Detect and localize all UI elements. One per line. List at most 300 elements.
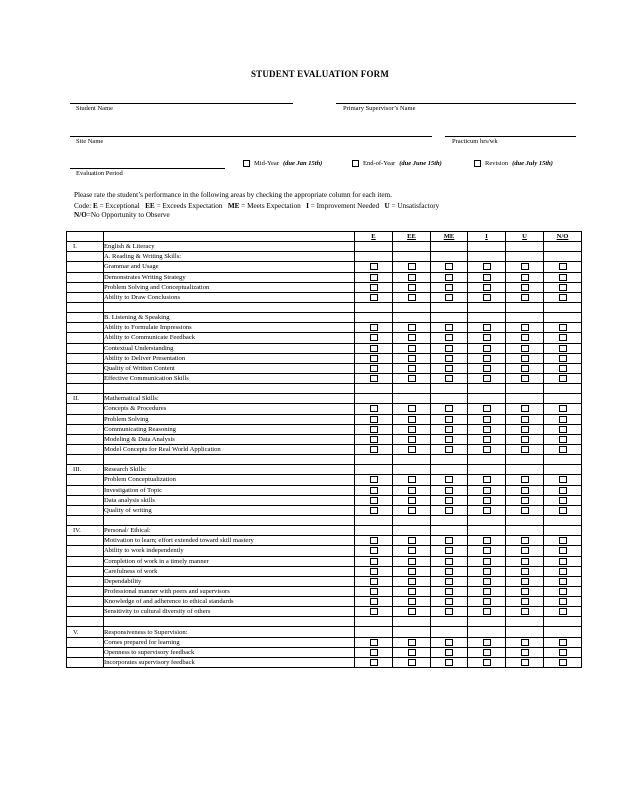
rating-cell[interactable]	[468, 485, 506, 495]
rating-checkbox-i[interactable]	[483, 324, 491, 331]
rating-checkbox-ee[interactable]	[408, 405, 416, 412]
rating-cell[interactable]	[355, 414, 393, 424]
rating-cell[interactable]	[468, 566, 506, 576]
rating-cell[interactable]	[468, 637, 506, 647]
rating-cell[interactable]	[544, 353, 582, 363]
rating-checkbox-ee[interactable]	[408, 365, 416, 372]
rating-checkbox-e[interactable]	[370, 405, 378, 412]
rating-checkbox-me[interactable]	[445, 365, 453, 372]
rating-checkbox-e[interactable]	[370, 568, 378, 575]
rating-cell[interactable]	[393, 586, 431, 596]
rating-cell[interactable]	[544, 657, 582, 667]
rating-cell[interactable]	[544, 343, 582, 353]
rating-checkbox-ee[interactable]	[408, 416, 416, 423]
rating-cell[interactable]	[431, 353, 468, 363]
rating-cell[interactable]	[468, 262, 506, 272]
rating-cell[interactable]	[431, 657, 468, 667]
rating-cell[interactable]	[544, 373, 582, 383]
rating-checkbox-no[interactable]	[559, 345, 567, 352]
rating-cell[interactable]	[355, 343, 393, 353]
rating-checkbox-ee[interactable]	[408, 507, 416, 514]
rating-checkbox-ee[interactable]	[408, 588, 416, 595]
rating-cell[interactable]	[506, 475, 544, 485]
rating-cell[interactable]	[544, 637, 582, 647]
rating-cell[interactable]	[544, 536, 582, 546]
midyear-checkbox[interactable]	[243, 160, 250, 167]
rating-cell[interactable]	[393, 272, 431, 282]
rating-checkbox-u[interactable]	[521, 284, 529, 291]
rating-cell[interactable]	[431, 485, 468, 495]
rating-checkbox-me[interactable]	[445, 507, 453, 514]
rating-checkbox-u[interactable]	[521, 405, 529, 412]
rating-checkbox-i[interactable]	[483, 294, 491, 301]
rating-checkbox-ee[interactable]	[408, 324, 416, 331]
rating-cell[interactable]	[544, 424, 582, 434]
rating-cell[interactable]	[393, 475, 431, 485]
rating-checkbox-i[interactable]	[483, 416, 491, 423]
rating-cell[interactable]	[431, 475, 468, 485]
rating-cell[interactable]	[355, 637, 393, 647]
rating-checkbox-e[interactable]	[370, 446, 378, 453]
rating-cell[interactable]	[468, 657, 506, 667]
rating-checkbox-e[interactable]	[370, 324, 378, 331]
rating-checkbox-no[interactable]	[559, 446, 567, 453]
rating-cell[interactable]	[468, 373, 506, 383]
rating-checkbox-no[interactable]	[559, 558, 567, 565]
rating-checkbox-u[interactable]	[521, 446, 529, 453]
rating-cell[interactable]	[468, 597, 506, 607]
rating-checkbox-e[interactable]	[370, 639, 378, 646]
rating-cell[interactable]	[393, 434, 431, 444]
rating-checkbox-ee[interactable]	[408, 355, 416, 362]
rating-cell[interactable]	[431, 373, 468, 383]
period-revision[interactable]	[474, 160, 553, 167]
rating-cell[interactable]	[431, 424, 468, 434]
rating-checkbox-me[interactable]	[445, 436, 453, 443]
rating-checkbox-no[interactable]	[559, 507, 567, 514]
rating-cell[interactable]	[393, 495, 431, 505]
rating-cell[interactable]	[468, 404, 506, 414]
rating-checkbox-e[interactable]	[370, 334, 378, 341]
rating-cell[interactable]	[544, 434, 582, 444]
rating-checkbox-ee[interactable]	[408, 334, 416, 341]
rating-checkbox-no[interactable]	[559, 476, 567, 483]
rating-cell[interactable]	[544, 444, 582, 454]
rating-checkbox-no[interactable]	[559, 649, 567, 656]
rating-cell[interactable]	[468, 546, 506, 556]
rating-checkbox-me[interactable]	[445, 487, 453, 494]
rating-cell[interactable]	[393, 323, 431, 333]
rating-cell[interactable]	[506, 333, 544, 343]
rating-cell[interactable]	[393, 485, 431, 495]
rating-checkbox-i[interactable]	[483, 375, 491, 382]
period-midyear[interactable]	[243, 160, 322, 167]
rating-checkbox-e[interactable]	[370, 416, 378, 423]
rating-cell[interactable]	[544, 586, 582, 596]
rating-checkbox-me[interactable]	[445, 294, 453, 301]
rating-cell[interactable]	[468, 475, 506, 485]
rating-cell[interactable]	[506, 536, 544, 546]
rating-checkbox-no[interactable]	[559, 274, 567, 281]
revision-checkbox[interactable]	[474, 160, 481, 167]
rating-cell[interactable]	[431, 536, 468, 546]
rating-cell[interactable]	[393, 546, 431, 556]
rating-checkbox-ee[interactable]	[408, 345, 416, 352]
rating-cell[interactable]	[544, 272, 582, 282]
rating-checkbox-me[interactable]	[445, 274, 453, 281]
rating-cell[interactable]	[355, 282, 393, 292]
rating-checkbox-u[interactable]	[521, 497, 529, 504]
rating-cell[interactable]	[393, 353, 431, 363]
rating-checkbox-i[interactable]	[483, 355, 491, 362]
rating-cell[interactable]	[355, 424, 393, 434]
rating-checkbox-no[interactable]	[559, 284, 567, 291]
rating-cell[interactable]	[393, 444, 431, 454]
rating-cell[interactable]	[506, 607, 544, 617]
rating-checkbox-no[interactable]	[559, 426, 567, 433]
rating-cell[interactable]	[506, 556, 544, 566]
rating-cell[interactable]	[431, 414, 468, 424]
rating-checkbox-u[interactable]	[521, 476, 529, 483]
rating-cell[interactable]	[468, 576, 506, 586]
rating-cell[interactable]	[506, 546, 544, 556]
rating-checkbox-i[interactable]	[483, 334, 491, 341]
rating-checkbox-e[interactable]	[370, 426, 378, 433]
rating-checkbox-me[interactable]	[445, 284, 453, 291]
rating-cell[interactable]	[355, 546, 393, 556]
rating-cell[interactable]	[393, 373, 431, 383]
rating-checkbox-me[interactable]	[445, 263, 453, 270]
rating-cell[interactable]	[355, 292, 393, 302]
rating-checkbox-no[interactable]	[559, 416, 567, 423]
rating-checkbox-me[interactable]	[445, 446, 453, 453]
rating-cell[interactable]	[506, 485, 544, 495]
rating-checkbox-e[interactable]	[370, 375, 378, 382]
rating-checkbox-no[interactable]	[559, 639, 567, 646]
rating-cell[interactable]	[355, 323, 393, 333]
rating-checkbox-i[interactable]	[483, 436, 491, 443]
rating-checkbox-e[interactable]	[370, 558, 378, 565]
rating-checkbox-i[interactable]	[483, 263, 491, 270]
rating-checkbox-no[interactable]	[559, 405, 567, 412]
rating-checkbox-me[interactable]	[445, 588, 453, 595]
site-name-line[interactable]	[70, 136, 432, 137]
rating-checkbox-e[interactable]	[370, 578, 378, 585]
rating-cell[interactable]	[431, 597, 468, 607]
rating-cell[interactable]	[506, 404, 544, 414]
rating-checkbox-me[interactable]	[445, 558, 453, 565]
rating-checkbox-e[interactable]	[370, 608, 378, 615]
rating-checkbox-i[interactable]	[483, 608, 491, 615]
rating-checkbox-ee[interactable]	[408, 578, 416, 585]
rating-checkbox-e[interactable]	[370, 598, 378, 605]
rating-cell[interactable]	[468, 505, 506, 515]
rating-checkbox-no[interactable]	[559, 487, 567, 494]
rating-checkbox-me[interactable]	[445, 426, 453, 433]
rating-cell[interactable]	[544, 292, 582, 302]
rating-checkbox-i[interactable]	[483, 598, 491, 605]
rating-checkbox-e[interactable]	[370, 365, 378, 372]
rating-cell[interactable]	[506, 657, 544, 667]
rating-cell[interactable]	[506, 576, 544, 586]
rating-checkbox-u[interactable]	[521, 568, 529, 575]
rating-checkbox-me[interactable]	[445, 476, 453, 483]
rating-checkbox-i[interactable]	[483, 507, 491, 514]
rating-checkbox-ee[interactable]	[408, 598, 416, 605]
rating-cell[interactable]	[468, 607, 506, 617]
rating-checkbox-me[interactable]	[445, 497, 453, 504]
rating-cell[interactable]	[431, 282, 468, 292]
rating-checkbox-ee[interactable]	[408, 284, 416, 291]
rating-cell[interactable]	[393, 505, 431, 515]
rating-cell[interactable]	[544, 475, 582, 485]
rating-checkbox-i[interactable]	[483, 365, 491, 372]
rating-cell[interactable]	[355, 657, 393, 667]
rating-cell[interactable]	[506, 586, 544, 596]
rating-checkbox-e[interactable]	[370, 487, 378, 494]
rating-checkbox-e[interactable]	[370, 345, 378, 352]
rating-checkbox-me[interactable]	[445, 355, 453, 362]
rating-cell[interactable]	[544, 333, 582, 343]
rating-cell[interactable]	[355, 647, 393, 657]
rating-cell[interactable]	[468, 282, 506, 292]
rating-cell[interactable]	[393, 262, 431, 272]
rating-checkbox-u[interactable]	[521, 588, 529, 595]
rating-checkbox-ee[interactable]	[408, 294, 416, 301]
rating-cell[interactable]	[544, 282, 582, 292]
rating-cell[interactable]	[393, 657, 431, 667]
rating-checkbox-me[interactable]	[445, 375, 453, 382]
rating-cell[interactable]	[431, 333, 468, 343]
rating-cell[interactable]	[355, 597, 393, 607]
rating-cell[interactable]	[506, 637, 544, 647]
endyear-checkbox[interactable]	[352, 160, 359, 167]
rating-cell[interactable]	[506, 505, 544, 515]
rating-checkbox-ee[interactable]	[408, 547, 416, 554]
rating-cell[interactable]	[468, 363, 506, 373]
rating-cell[interactable]	[544, 485, 582, 495]
rating-checkbox-i[interactable]	[483, 588, 491, 595]
rating-cell[interactable]	[468, 292, 506, 302]
rating-cell[interactable]	[506, 272, 544, 282]
rating-cell[interactable]	[506, 597, 544, 607]
rating-cell[interactable]	[431, 566, 468, 576]
rating-cell[interactable]	[544, 576, 582, 586]
rating-checkbox-u[interactable]	[521, 639, 529, 646]
rating-checkbox-ee[interactable]	[408, 436, 416, 443]
rating-checkbox-me[interactable]	[445, 649, 453, 656]
rating-checkbox-ee[interactable]	[408, 446, 416, 453]
rating-cell[interactable]	[355, 434, 393, 444]
rating-cell[interactable]	[468, 323, 506, 333]
rating-checkbox-i[interactable]	[483, 476, 491, 483]
rating-checkbox-me[interactable]	[445, 547, 453, 554]
rating-cell[interactable]	[431, 262, 468, 272]
rating-checkbox-ee[interactable]	[408, 263, 416, 270]
rating-cell[interactable]	[355, 576, 393, 586]
rating-cell[interactable]	[544, 495, 582, 505]
rating-checkbox-no[interactable]	[559, 568, 567, 575]
rating-cell[interactable]	[431, 495, 468, 505]
rating-checkbox-ee[interactable]	[408, 375, 416, 382]
rating-checkbox-me[interactable]	[445, 598, 453, 605]
rating-cell[interactable]	[544, 566, 582, 576]
rating-cell[interactable]	[431, 404, 468, 414]
rating-cell[interactable]	[393, 424, 431, 434]
rating-checkbox-ee[interactable]	[408, 274, 416, 281]
rating-checkbox-u[interactable]	[521, 263, 529, 270]
rating-checkbox-i[interactable]	[483, 405, 491, 412]
rating-checkbox-me[interactable]	[445, 608, 453, 615]
rating-checkbox-ee[interactable]	[408, 649, 416, 656]
rating-cell[interactable]	[431, 292, 468, 302]
rating-cell[interactable]	[431, 505, 468, 515]
rating-cell[interactable]	[393, 597, 431, 607]
rating-cell[interactable]	[431, 363, 468, 373]
rating-cell[interactable]	[355, 485, 393, 495]
rating-cell[interactable]	[393, 292, 431, 302]
rating-checkbox-ee[interactable]	[408, 568, 416, 575]
rating-checkbox-e[interactable]	[370, 274, 378, 281]
rating-cell[interactable]	[468, 495, 506, 505]
rating-cell[interactable]	[355, 475, 393, 485]
rating-cell[interactable]	[431, 546, 468, 556]
rating-cell[interactable]	[393, 607, 431, 617]
rating-checkbox-e[interactable]	[370, 547, 378, 554]
rating-cell[interactable]	[393, 343, 431, 353]
rating-cell[interactable]	[544, 363, 582, 373]
rating-cell[interactable]	[393, 333, 431, 343]
practicum-hours-line[interactable]	[445, 136, 576, 137]
rating-checkbox-e[interactable]	[370, 476, 378, 483]
rating-cell[interactable]	[393, 556, 431, 566]
rating-cell[interactable]	[431, 444, 468, 454]
rating-cell[interactable]	[544, 647, 582, 657]
rating-cell[interactable]	[506, 414, 544, 424]
rating-cell[interactable]	[544, 505, 582, 515]
rating-cell[interactable]	[468, 353, 506, 363]
rating-cell[interactable]	[468, 586, 506, 596]
rating-checkbox-u[interactable]	[521, 426, 529, 433]
rating-checkbox-ee[interactable]	[408, 476, 416, 483]
rating-checkbox-u[interactable]	[521, 355, 529, 362]
rating-cell[interactable]	[431, 637, 468, 647]
rating-checkbox-ee[interactable]	[408, 487, 416, 494]
rating-checkbox-e[interactable]	[370, 284, 378, 291]
rating-checkbox-u[interactable]	[521, 416, 529, 423]
rating-cell[interactable]	[506, 292, 544, 302]
rating-checkbox-i[interactable]	[483, 659, 491, 666]
rating-checkbox-u[interactable]	[521, 507, 529, 514]
rating-checkbox-i[interactable]	[483, 558, 491, 565]
rating-cell[interactable]	[506, 373, 544, 383]
rating-cell[interactable]	[431, 434, 468, 444]
rating-checkbox-me[interactable]	[445, 578, 453, 585]
rating-cell[interactable]	[431, 647, 468, 657]
rating-checkbox-u[interactable]	[521, 547, 529, 554]
rating-checkbox-ee[interactable]	[408, 497, 416, 504]
rating-cell[interactable]	[431, 556, 468, 566]
rating-cell[interactable]	[468, 333, 506, 343]
rating-checkbox-i[interactable]	[483, 547, 491, 554]
rating-cell[interactable]	[506, 434, 544, 444]
rating-cell[interactable]	[506, 566, 544, 576]
rating-cell[interactable]	[544, 404, 582, 414]
rating-checkbox-u[interactable]	[521, 608, 529, 615]
rating-cell[interactable]	[468, 272, 506, 282]
rating-checkbox-i[interactable]	[483, 345, 491, 352]
rating-cell[interactable]	[506, 424, 544, 434]
rating-cell[interactable]	[506, 323, 544, 333]
rating-cell[interactable]	[355, 404, 393, 414]
period-endyear[interactable]	[352, 160, 442, 167]
rating-checkbox-no[interactable]	[559, 537, 567, 544]
rating-checkbox-no[interactable]	[559, 659, 567, 666]
rating-cell[interactable]	[544, 414, 582, 424]
rating-checkbox-u[interactable]	[521, 274, 529, 281]
rating-checkbox-u[interactable]	[521, 334, 529, 341]
rating-cell[interactable]	[355, 444, 393, 454]
rating-checkbox-i[interactable]	[483, 578, 491, 585]
rating-cell[interactable]	[468, 434, 506, 444]
rating-checkbox-e[interactable]	[370, 263, 378, 270]
rating-cell[interactable]	[355, 272, 393, 282]
rating-cell[interactable]	[468, 444, 506, 454]
rating-cell[interactable]	[468, 343, 506, 353]
rating-checkbox-e[interactable]	[370, 497, 378, 504]
evaluation-period-line[interactable]	[70, 168, 225, 169]
student-name-line[interactable]	[70, 103, 293, 104]
rating-cell[interactable]	[393, 363, 431, 373]
rating-cell[interactable]	[393, 414, 431, 424]
rating-checkbox-i[interactable]	[483, 497, 491, 504]
rating-checkbox-u[interactable]	[521, 365, 529, 372]
rating-cell[interactable]	[506, 262, 544, 272]
rating-checkbox-no[interactable]	[559, 375, 567, 382]
rating-cell[interactable]	[393, 566, 431, 576]
rating-cell[interactable]	[544, 556, 582, 566]
rating-checkbox-no[interactable]	[559, 355, 567, 362]
rating-cell[interactable]	[355, 373, 393, 383]
rating-checkbox-ee[interactable]	[408, 608, 416, 615]
rating-checkbox-i[interactable]	[483, 274, 491, 281]
rating-cell[interactable]	[544, 323, 582, 333]
rating-cell[interactable]	[431, 607, 468, 617]
rating-cell[interactable]	[393, 536, 431, 546]
rating-checkbox-me[interactable]	[445, 568, 453, 575]
rating-checkbox-u[interactable]	[521, 649, 529, 656]
rating-cell[interactable]	[468, 424, 506, 434]
rating-cell[interactable]	[544, 607, 582, 617]
rating-cell[interactable]	[393, 404, 431, 414]
rating-checkbox-me[interactable]	[445, 537, 453, 544]
rating-cell[interactable]	[468, 556, 506, 566]
rating-cell[interactable]	[355, 536, 393, 546]
rating-checkbox-no[interactable]	[559, 608, 567, 615]
rating-cell[interactable]	[544, 597, 582, 607]
rating-checkbox-e[interactable]	[370, 537, 378, 544]
rating-cell[interactable]	[468, 536, 506, 546]
rating-checkbox-ee[interactable]	[408, 426, 416, 433]
rating-checkbox-i[interactable]	[483, 426, 491, 433]
rating-cell[interactable]	[431, 272, 468, 282]
rating-checkbox-e[interactable]	[370, 355, 378, 362]
rating-cell[interactable]	[506, 647, 544, 657]
rating-checkbox-no[interactable]	[559, 324, 567, 331]
rating-checkbox-me[interactable]	[445, 639, 453, 646]
rating-cell[interactable]	[355, 262, 393, 272]
rating-checkbox-u[interactable]	[521, 436, 529, 443]
